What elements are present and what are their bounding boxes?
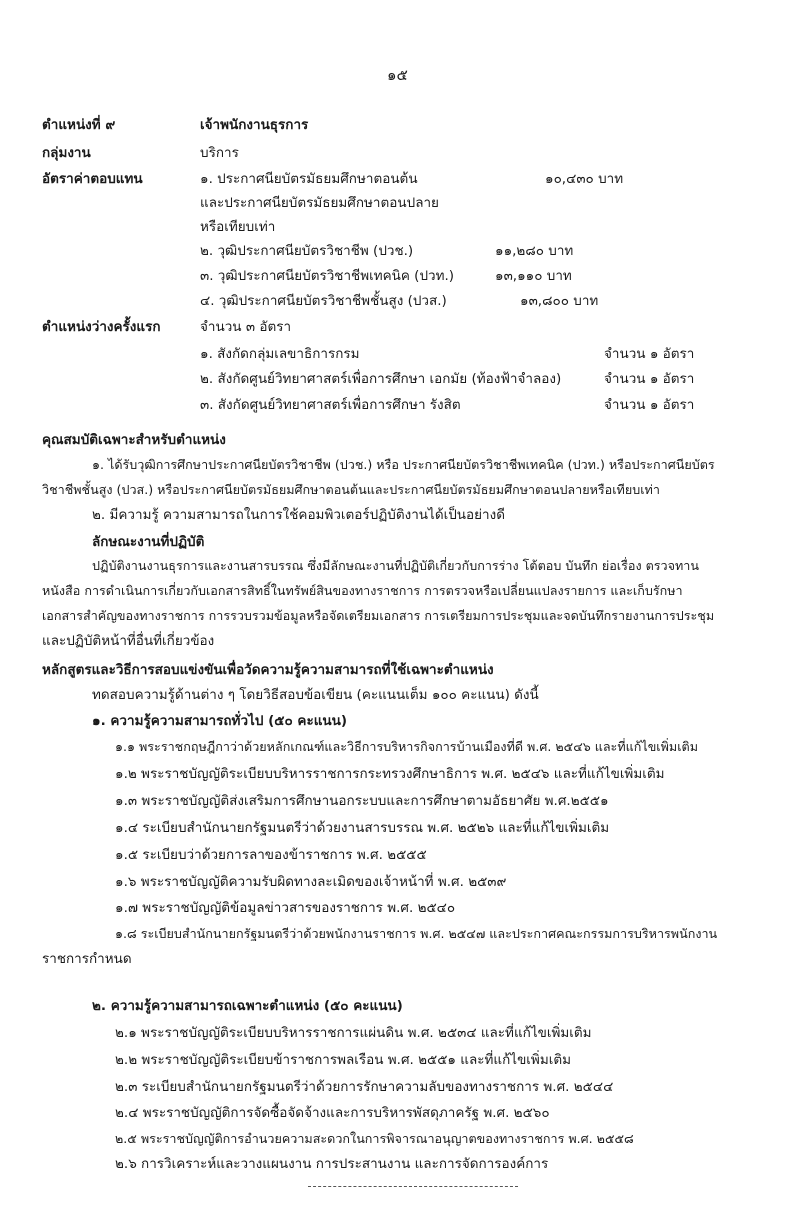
salary-item: ๔. วุฒิประกาศนียบัตรวิชาชีพชั้นสูง (ปวส.) <box>200 293 447 309</box>
exam-item: ๒.๓ ระเบียบสำนักนายกรัฐมนตรีว่าด้วยการรักษาความลับของทางราชการ พ.ศ. ๒๕๔๔ <box>115 1079 614 1095</box>
exam-item: ๑.๕ ระเบียบว่าด้วยการลาของข้าราชการ พ.ศ. ๒๕๕๕ <box>115 847 427 863</box>
exam-section-title: ๒. ความรู้ความสามารถเฉพาะตำแหน่ง (๕๐ คะแนน) <box>92 998 403 1014</box>
duties-text: และปฏิบัติหน้าที่อื่นที่เกี่ยวข้อง <box>42 633 215 649</box>
exam-item: ๑.๒ พระราชบัญญัติระเบียบบริหารราชการกระทรวงศึกษาธิการ พ.ศ. ๒๕๔๖ และที่แก้ไขเพิ่มเติม <box>115 766 665 782</box>
vacancy-label: ตำแหน่งว่างครั้งแรก <box>42 319 161 335</box>
salary-amount: ๑๓,๑๑๐ บาท <box>495 268 572 284</box>
duties-text: ปฏิบัติงานงานธุรการและงานสารบรรณ ซึ่งมีลักษณะงานที่ปฏิบัติเกี่ยวกับการร่าง โต้ตอบ บันทึก ย่อเรื่อง ตรวจทาน <box>92 558 699 573</box>
exam-item-cont: ราชการกำหนด <box>42 951 132 967</box>
group-value: บริการ <box>200 145 239 161</box>
salary-item: ๓. วุฒิประกาศนียบัตรวิชาชีพเทคนิค (ปวท.) <box>200 268 455 284</box>
exam-item: ๒.๑ พระราชบัญญัติระเบียบบริหารราชการแผ่นดิน พ.ศ. ๒๕๓๔ และที่แก้ไขเพิ่มเติม <box>115 1025 592 1041</box>
vacancy-item: ๑. สังกัดกลุ่มเลขาธิการกรม <box>200 346 360 362</box>
salary-item-cont: หรือเทียบเท่า <box>200 219 276 235</box>
position-label: ตำแหน่งที่ ๙ <box>42 117 116 133</box>
salary-amount: ๑๓,๘๐๐ บาท <box>520 293 599 309</box>
exam-item: ๑.๖ พระราชบัญญัติความรับผิดทางละเมิดของเจ้าหน้าที่ พ.ศ. ๒๕๓๙ <box>115 874 507 890</box>
salary-item: ๒. วุฒิประกาศนียบัตรวิชาชีพ (ปวช.) <box>200 243 414 259</box>
exam-item: ๑.๗ พระราชบัญญัติข้อมูลข่าวสารของราชการ พ.ศ. ๒๕๔๐ <box>115 900 456 916</box>
exam-item: ๑.๔ ระเบียบสำนักนายกรัฐมนตรีว่าด้วยงานสารบรรณ พ.ศ. ๒๕๒๖ และที่แก้ไขเพิ่มเติม <box>115 820 610 836</box>
exam-heading: หลักสูตรและวิธีการสอบแข่งขันเพื่อวัดความรู้ความสามารถที่ใช้เฉพาะตำแหน่ง <box>42 662 494 678</box>
duties-text: หนังสือ การดำเนินการเกี่ยวกับเอกสารสิทธิ์ในทรัพย์สินของทางราชการ การตรวจหรือเปลี่ยนแปลงรายการ และเก็บรักษา <box>42 583 683 598</box>
qualification-item: ๒. มีความรู้ ความสามารถในการใช้คอมพิวเตอร์ปฏิบัติงานได้เป็นอย่างดี <box>92 507 505 523</box>
qualification-item-cont: วิชาชีพชั้นสูง (ปวส.) หรือประกาศนียบัตรมัธยมศึกษาตอนต้นและประกาศนียบัตรมัธยมศึกษาตอนปลายหรือเทียบเท่า <box>42 482 660 497</box>
exam-item: ๒.๖ การวิเคราะห์และวางแผนงาน การประสานงาน และการจัดการองค์การ <box>115 1156 549 1172</box>
exam-item: ๑.๑ พระราชกฤษฎีกาว่าด้วยหลักเกณฑ์และวิธีการบริหารกิจการบ้านเมืองที่ดี พ.ศ. ๒๕๔๖ และที่แก้ไขเพิ่มเติม <box>115 739 698 754</box>
vacancy-item: ๒. สังกัดศูนย์วิทยาศาสตร์เพื่อการศึกษา เอกมัย (ท้องฟ้าจำลอง) <box>200 371 562 387</box>
salary-item: ๑. ประกาศนียบัตรมัธยมศึกษาตอนต้น <box>200 171 418 187</box>
salary-amount: ๑๐,๔๓๐ บาท <box>545 171 624 187</box>
exam-section-title: ๑. ความรู้ความสามารถทั่วไป (๕๐ คะแนน) <box>92 713 348 729</box>
vacancy-item: ๓. สังกัดศูนย์วิทยาศาสตร์เพื่อการศึกษา รังสิต <box>200 397 461 413</box>
group-label: กลุ่มงาน <box>42 145 91 161</box>
exam-intro: ทดสอบความรู้ด้านต่าง ๆ โดยวิธีสอบข้อเขียน (คะแนนเต็ม ๑๐๐ คะแนน) ดังนี้ <box>92 687 539 703</box>
exam-item: ๒.๕ พระราชบัญญัติการอำนวยความสะดวกในการพิจารณาอนุญาตของทางราชการ พ.ศ. ๒๕๕๘ <box>115 1131 634 1146</box>
exam-item: ๑.๓ พระราชบัญญัติส่งเสริมการศึกษานอกระบบและการศึกษาตามอัธยาศัย พ.ศ.๒๕๕๑ <box>115 793 609 809</box>
vacancy-total: จำนวน ๓ อัตรา <box>200 319 292 335</box>
page-number: ๑๕ <box>387 66 408 84</box>
end-divider <box>308 1186 518 1187</box>
duties-text: เอกสารสำคัญของทางราชการ การรวบรวมข้อมูลหรือจัดเตรียมเอกสาร การเตรียมการประชุมและจดบันทึกรายงานการประชุม <box>42 608 715 623</box>
exam-item: ๒.๔ พระราชบัญญัติการจัดซื้อจัดจ้างและการบริหารพัสดุภาครัฐ พ.ศ. ๒๕๖๐ <box>115 1105 550 1121</box>
exam-item: ๑.๘ ระเบียบสำนักนายกรัฐมนตรีว่าด้วยพนักงานราชการ พ.ศ. ๒๕๔๗ และประกาศคณะกรรมการบริหารพนักงาน <box>115 926 718 941</box>
qualification-item: ๑. ได้รับวุฒิการศึกษาประกาศนียบัตรวิชาชีพ (ปวช.) หรือ ประกาศนียบัตรวิชาชีพเทคนิค (ปวท.) หรือประกาศนียบัตร <box>92 457 715 472</box>
vacancy-count: จำนวน ๑ อัตรา <box>604 371 695 387</box>
position-title: เจ้าพนักงานธุรการ <box>200 117 309 133</box>
duties-heading: ลักษณะงานที่ปฏิบัติ <box>92 534 205 550</box>
vacancy-count: จำนวน ๑ อัตรา <box>604 397 695 413</box>
salary-amount: ๑๑,๒๘๐ บาท <box>495 243 574 259</box>
salary-item-cont: และประกาศนียบัตรมัธยมศึกษาตอนปลาย <box>200 195 439 211</box>
exam-item: ๒.๒ พระราชบัญญัติระเบียบข้าราชการพลเรือน พ.ศ. ๒๕๕๑ และที่แก้ไขเพิ่มเติม <box>115 1052 572 1068</box>
vacancy-count: จำนวน ๑ อัตรา <box>604 346 695 362</box>
salary-label: อัตราค่าตอบแทน <box>42 171 143 187</box>
qualifications-heading: คุณสมบัติเฉพาะสำหรับตำแหน่ง <box>42 432 226 448</box>
